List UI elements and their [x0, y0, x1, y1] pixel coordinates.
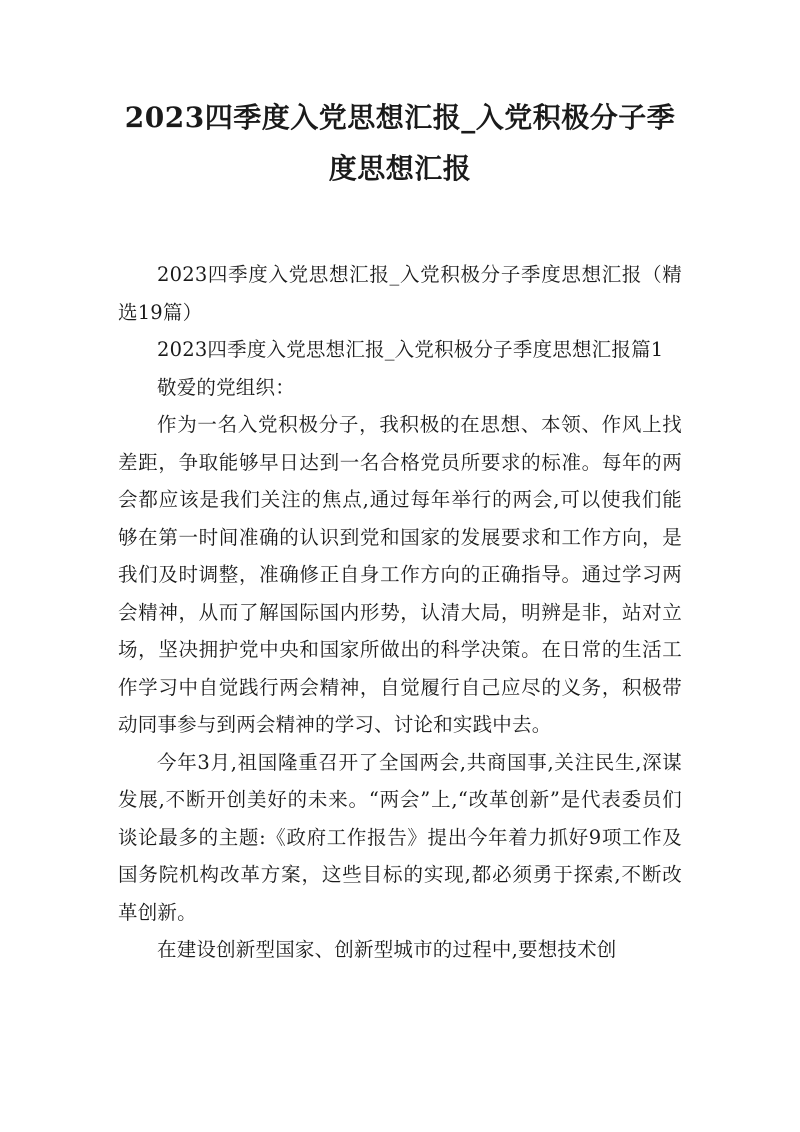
- body-paragraph: 作为一名入党积极分子，我积极的在思想、本领、作风上找差距，争取能够早日达到一名合格党员所要求的标准。每年的两会都应该是我们关注的焦点,通过每年举行的两会,可以使我们能够在第一时间准确的认识到党和国家的发展要求和工作方向，是我们及时调整，准确修正自身工作方向的正确指导。通过学习两会精神，从而了解国际国内形势，认清大局，明辨是非，站对立场，坚决拥护党中央和国家所做出的科学决策。在日常的生活工作学习中自觉践行两会精神，自觉履行自己应尽的义务，积极带动同事参与到两会精神的学习、讨论和实践中去。: [118, 413, 682, 736]
- intro-paragraph: 2023四季度入党思想汇报_入党积极分子季度思想汇报（精选19篇）: [118, 263, 682, 324]
- document-title: [118, 92, 682, 194]
- title-line-2: 度思想汇报: [328, 152, 472, 185]
- body-paragraph: 在建设创新型国家、创新型城市的过程中,要想技术创: [157, 938, 617, 961]
- body-paragraph: 今年3月,祖国隆重召开了全国两会,共商国事,关注民生,深谋发展,不断开创美好的未来。“两会”上,“改革创新”是代表委员们谈论最多的主题:《政府工作报告》提出今年着力抓好9项工作及国务院机构改革方案，这些目标的实现,都必须勇于探索,不断改革创新。: [118, 750, 682, 924]
- document-body: [118, 256, 682, 969]
- salutation: 敬爱的党组织：: [157, 375, 295, 399]
- title-line-1: 2023四季度入党思想汇报_入党积极分子季: [124, 101, 676, 134]
- section-heading: 2023四季度入党思想汇报_入党积极分子季度思想汇报篇1: [157, 338, 664, 361]
